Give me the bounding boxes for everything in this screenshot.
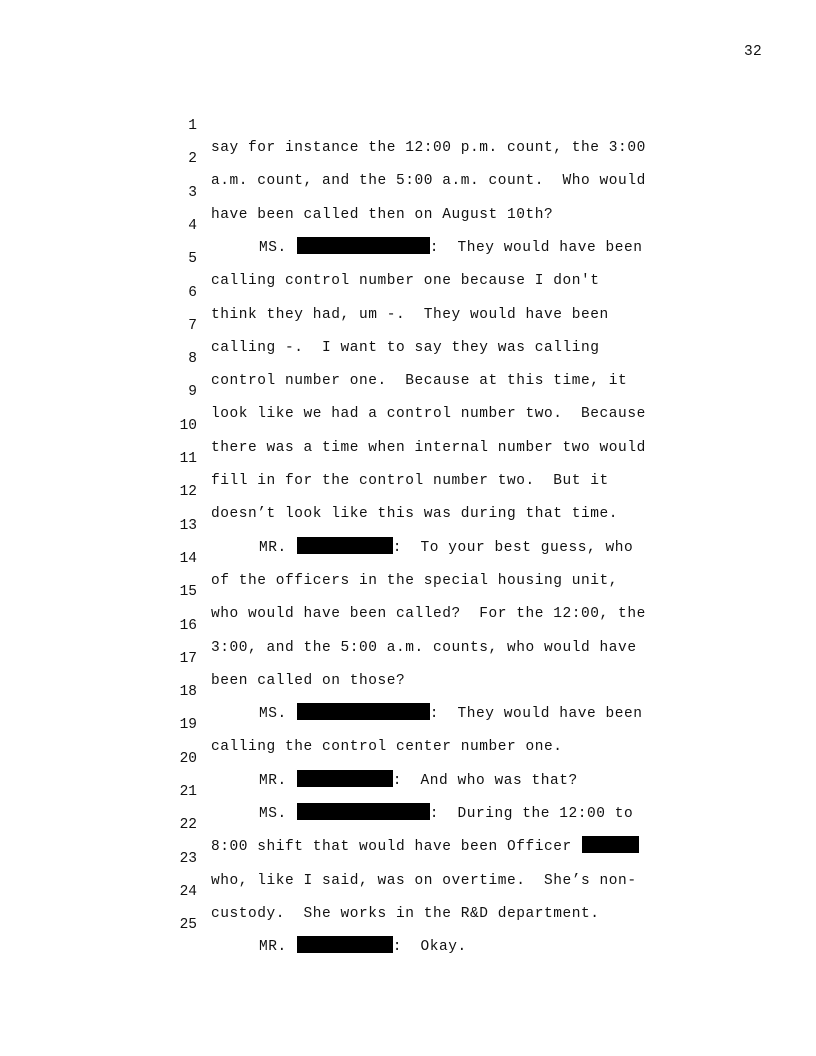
line-number: 3: [188, 184, 197, 201]
page-number: 32: [743, 44, 762, 60]
line-text: a.m. count, and the 5:00 a.m. count. Who would: [211, 173, 646, 190]
transcript-line: [0, 226, 816, 290]
line-number: 23: [179, 850, 197, 867]
line-text: say for instance the 12:00 p.m. count, the 3:00: [211, 140, 646, 156]
transcript-line: [0, 326, 816, 390]
line-text: doesn’t look like this was during that time.: [211, 506, 619, 523]
line-text: [211, 936, 467, 958]
transcript-line: [0, 559, 816, 623]
transcript-line: [0, 792, 816, 856]
line-number: 16: [179, 617, 197, 634]
line-text-rest: : Okay.: [392, 939, 467, 956]
line-text: who would have been called? For the 12:00, the: [211, 606, 646, 623]
line-text: there was a time when internal number two would: [211, 439, 646, 456]
line-number: 15: [179, 584, 197, 601]
line-number: 7: [188, 317, 197, 334]
line-number: 21: [179, 784, 197, 800]
line-text: calling control number one because I don't: [211, 273, 600, 290]
line-number: 9: [188, 384, 197, 401]
line-number: 12: [179, 484, 197, 501]
line-text: fill in for the control number two. But it: [211, 473, 609, 489]
line-text-rest: : They would have been: [429, 706, 643, 723]
line-number: 11: [179, 451, 197, 467]
line-text: custody. She works in the R&D department.: [211, 905, 600, 922]
speaker-label: MR.: [259, 772, 287, 789]
transcript-line: [0, 859, 816, 922]
line-number: 1: [188, 118, 197, 134]
redaction-bar: [297, 936, 393, 953]
line-number: 17: [179, 650, 197, 667]
transcript-line: [0, 526, 816, 589]
line-text: have been called then on August 10th?: [211, 206, 554, 223]
line-text: of the officers in the special housing unit,: [211, 572, 619, 589]
line-text: think they had, um -. They would have been: [211, 306, 609, 323]
line-text: calling the control center number one.: [211, 739, 563, 756]
speaker-label: MR.: [259, 939, 287, 956]
transcript-line: [0, 593, 816, 656]
line-text: look like we had a control number two. Because: [211, 406, 646, 423]
line-number: 13: [179, 517, 197, 534]
line-text-rest: : And who was that?: [392, 772, 578, 789]
line-number: 24: [179, 883, 197, 900]
transcript-line: [0, 659, 816, 723]
line-text: calling -. I want to say they was calling: [211, 339, 600, 356]
transcript-line: [0, 826, 816, 889]
line-number: 25: [179, 917, 197, 934]
transcript-line: [0, 626, 816, 689]
line-number: 18: [179, 684, 197, 701]
speaker-label: MS.: [259, 806, 287, 822]
line-number: 20: [179, 750, 197, 767]
transcript-line: [0, 93, 816, 156]
transcript-line: [0, 726, 816, 789]
line-number: 22: [179, 817, 197, 834]
line-text-rest: : To your best guess, who: [392, 539, 634, 556]
line-number: 10: [179, 417, 197, 434]
line-number: 5: [188, 251, 197, 268]
line-number: 19: [179, 717, 197, 734]
transcript-line: [0, 759, 816, 822]
transcript-line: [0, 426, 816, 489]
line-text-rest: : They would have been: [429, 239, 643, 256]
line-number: 14: [179, 550, 197, 567]
transcript-line: [0, 260, 816, 323]
transcript-line: [0, 160, 816, 223]
line-text-rest: : During the 12:00 to: [429, 806, 634, 822]
line-number: 2: [188, 151, 197, 168]
speaker-label: MS.: [259, 239, 287, 256]
line-number: 4: [188, 217, 197, 234]
transcript-line: [0, 459, 816, 523]
speaker-label: MS.: [259, 706, 287, 723]
line-text: been called on those?: [211, 672, 406, 689]
transcript-line: [0, 293, 816, 356]
transcript-line: [0, 193, 816, 256]
transcript-line: [0, 892, 816, 956]
line-number: 6: [188, 284, 197, 301]
speaker-label: MR.: [259, 539, 287, 556]
transcript-line: [0, 393, 816, 456]
transcript-line: [0, 126, 816, 190]
line-text-rest: 8:00 shift that would have been Officer: [211, 839, 572, 856]
line-text: control number one. Because at this time, it: [211, 373, 628, 390]
line-text: who, like I said, was on overtime. She’s non-: [211, 872, 637, 889]
line-number: 8: [188, 351, 197, 368]
line-text: 3:00, and the 5:00 a.m. counts, who would have: [211, 639, 637, 656]
transcript-line: [0, 493, 816, 556]
